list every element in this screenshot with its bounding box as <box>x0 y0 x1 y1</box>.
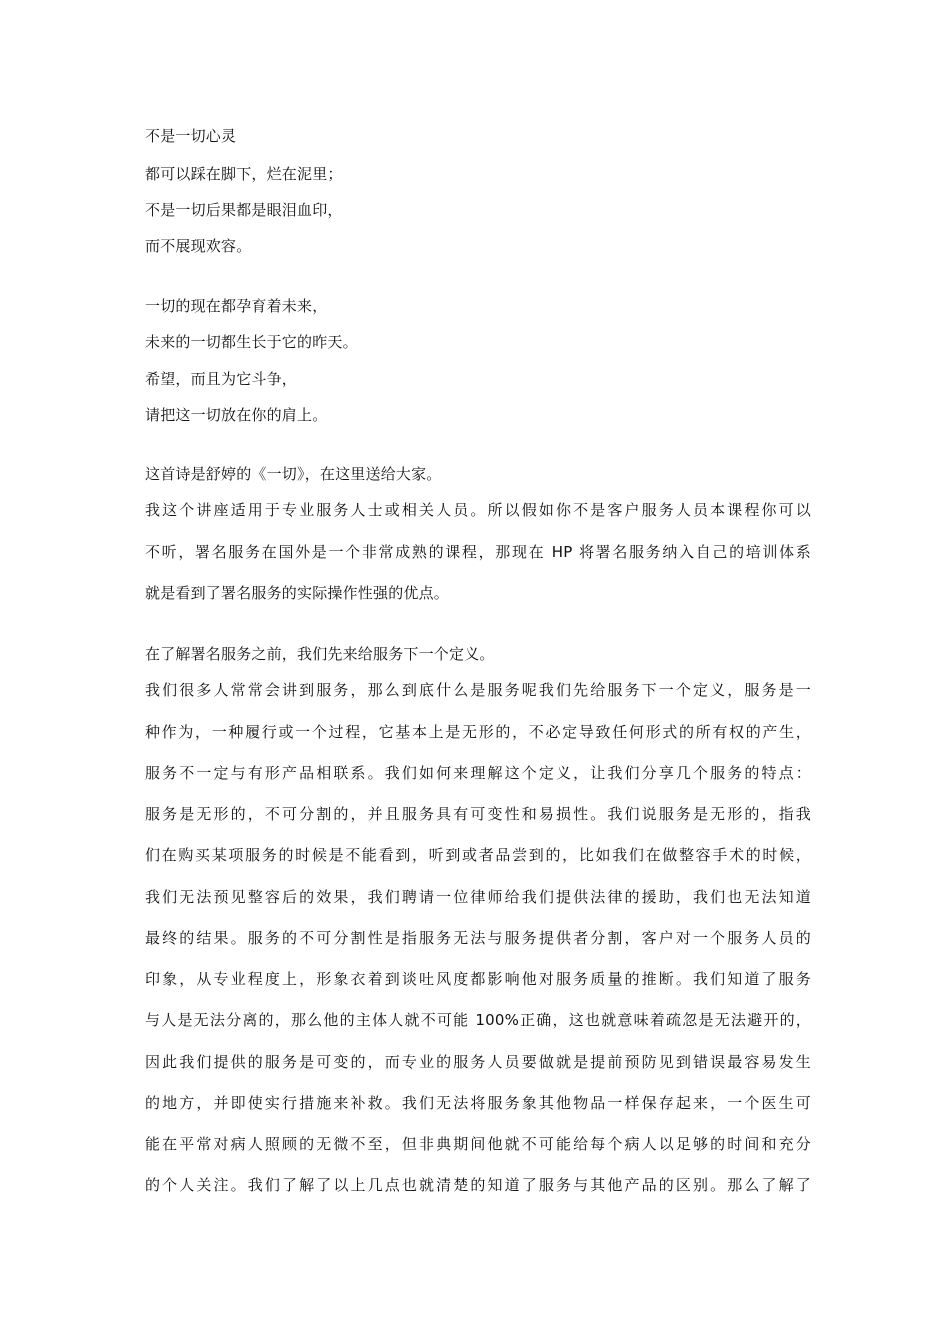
paragraph-line: 我们无法预见整容后的效果，我们聘请一位律师给我们提供法律的援助，我们也无法知道 <box>145 888 811 906</box>
paragraph-line: 就是看到了署名服务的实际操作性强的优点。 <box>145 584 450 602</box>
section-heading: 在了解署名服务之前，我们先来给服务下一个定义。 <box>145 645 495 663</box>
paragraph-line: 们在购买某项服务的时候是不能看到，听到或者品尝到的，比如我们在做整容手术的时候， <box>145 846 811 864</box>
paragraph-line: 种作为，一种履行或一个过程，它基本上是无形的，不必定导致任何形式的所有权的产生， <box>145 723 811 741</box>
paragraph-line: 我这个讲座适用于专业服务人士或相关人员。所以假如你不是客户服务人员本课程你可以 <box>145 501 811 519</box>
paragraph-line: 能在平常对病人照顾的无微不至，但非典期间他就不可能给每个病人以足够的时间和充分 <box>145 1135 811 1153</box>
paragraph-line: 因此我们提供的服务是可变的，而专业的服务人员要做就是提前预防见到错误最容易发生 <box>145 1053 811 1071</box>
paragraph-line: 服务不一定与有形产品相联系。我们如何来理解这个定义，让我们分享几个服务的特点： <box>145 764 811 782</box>
paragraph-line: 我们很多人常常会讲到服务，那么到底什么是服务呢我们先给服务下一个定义，服务是一 <box>145 681 811 699</box>
paragraph-line: 不听，署名服务在国外是一个非常成熟的课程，那现在 HP 将署名服务纳入自己的培训体系 <box>145 543 811 561</box>
poem-attribution: 这首诗是舒婷的《一切》，在这里送给大家。 <box>145 465 442 483</box>
poem-line: 未来的一切都生长于它的昨天。 <box>145 333 358 351</box>
paragraph-line: 印象，从专业程度上，形象衣着到谈吐风度都影响他对服务质量的推断。我们知道了服务 <box>145 970 811 988</box>
paragraph-line: 的个人关注。我们了解了以上几点也就清楚的知道了服务与其他产品的区别。那么了解了 <box>145 1176 811 1194</box>
poem-line: 希望，而且为它斗争， <box>145 370 298 388</box>
poem-line: 不是一切心灵 <box>145 127 237 145</box>
paragraph-line: 最终的结果。服务的不可分割性是指服务无法与服务提供者分割，客户对一个服务人员的 <box>145 929 811 947</box>
poem-line: 一切的现在都孕育着未来， <box>145 297 328 315</box>
poem-line: 不是一切后果都是眼泪血印， <box>145 201 343 219</box>
poem-line: 都可以踩在脚下，烂在泥里； <box>145 165 343 183</box>
paragraph-line: 与人是无法分离的，那么他的主体人就不可能 100%正确，这也就意味着疏忽是无法避开的， <box>145 1011 811 1029</box>
paragraph-line: 的地方，并即使实行措施来补救。我们无法将服务象其他物品一样保存起来，一个医生可 <box>145 1094 811 1112</box>
poem-line: 而不展现欢容。 <box>145 237 252 255</box>
poem-line: 请把这一切放在你的肩上。 <box>145 406 328 424</box>
paragraph-line: 服务是无形的，不可分割的，并且服务具有可变性和易损性。我们说服务是无形的，指我 <box>145 805 811 823</box>
